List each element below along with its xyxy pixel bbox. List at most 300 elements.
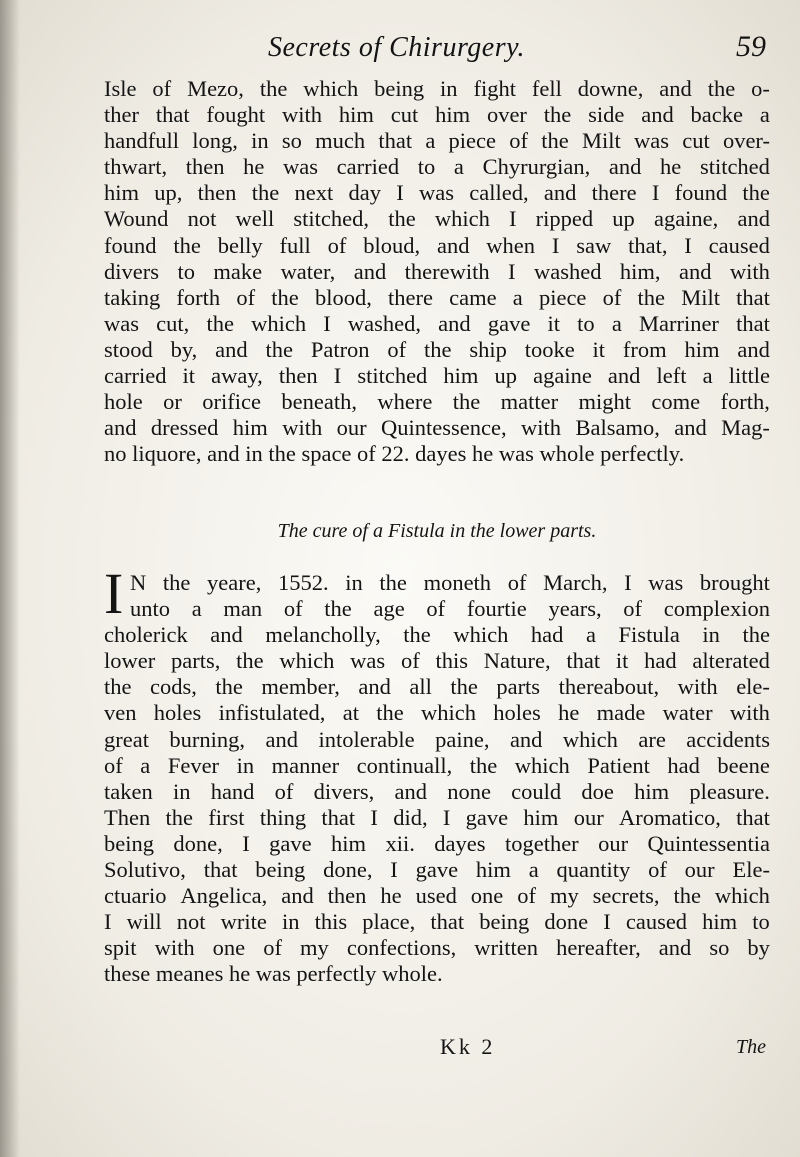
word: fought	[206, 102, 266, 128]
word: age	[373, 596, 405, 622]
text-line	[104, 102, 770, 128]
text-line	[104, 206, 770, 232]
word: with	[282, 415, 323, 441]
word: and	[210, 622, 243, 648]
word: the	[450, 674, 478, 700]
word: and	[543, 180, 577, 206]
word: saw	[576, 232, 612, 258]
word: ship	[469, 336, 507, 362]
word: was	[104, 310, 139, 336]
word: there	[388, 284, 433, 310]
word: to	[417, 154, 436, 180]
word: spit	[104, 935, 137, 961]
word: then	[185, 154, 225, 180]
word: the	[543, 102, 572, 128]
word: up	[612, 206, 635, 232]
word: the	[259, 76, 288, 101]
word: the	[742, 622, 770, 648]
word: continuall,	[356, 752, 453, 778]
word: not	[187, 206, 217, 232]
word: blood,	[314, 284, 372, 310]
word: to	[577, 310, 595, 336]
word: xii.	[385, 830, 415, 856]
word: the	[707, 76, 736, 101]
word: him	[523, 804, 559, 830]
word: alterated	[692, 648, 770, 674]
word: then	[278, 363, 318, 389]
word: it	[592, 336, 606, 362]
word: which	[714, 883, 770, 909]
word: hereafter,	[556, 935, 641, 961]
word: piece	[538, 284, 587, 310]
word: to	[177, 258, 195, 284]
word: a	[585, 622, 596, 648]
word: washed,	[347, 310, 422, 336]
word: write	[220, 909, 267, 935]
word: all	[409, 674, 432, 700]
word: of	[104, 752, 123, 778]
paragraph-fistula	[104, 570, 770, 988]
word: of	[387, 336, 407, 362]
text-line	[104, 674, 770, 700]
word: handfull	[104, 128, 179, 154]
word: Patron	[310, 336, 370, 362]
word: which	[562, 726, 618, 752]
word: Mezo,	[187, 76, 244, 101]
word: carried	[104, 363, 167, 389]
word: cods,	[150, 674, 197, 700]
word: manner	[271, 752, 340, 778]
word: dressed	[150, 415, 219, 441]
word: Quintessence,	[381, 415, 507, 441]
word: confections,	[346, 935, 457, 961]
word: the	[173, 232, 201, 258]
word: I	[624, 570, 632, 595]
word: Angelica,	[180, 883, 268, 909]
word: Fistula	[618, 622, 680, 648]
word: might	[578, 389, 632, 415]
word: Wound	[104, 206, 169, 232]
word: of	[283, 596, 303, 622]
word: unto	[130, 596, 171, 622]
word: in	[440, 76, 458, 101]
word: of	[648, 857, 667, 883]
word: brought	[699, 570, 770, 595]
word: full	[279, 232, 311, 258]
word: that,	[628, 232, 668, 258]
text-line	[104, 180, 770, 206]
running-head: Secrets of Chirurgery.	[268, 32, 526, 63]
section-heading: The cure of a Fistula in the lower parts.	[277, 520, 597, 542]
word: and	[678, 258, 712, 284]
word: backe	[690, 102, 744, 128]
word: day	[348, 180, 381, 206]
word: orifice	[202, 389, 261, 415]
word: secrets,	[592, 883, 660, 909]
word: him	[634, 778, 670, 804]
word: he	[380, 883, 402, 909]
word: done,	[323, 857, 373, 883]
word: had	[644, 648, 677, 674]
word: taking	[104, 284, 161, 310]
text-line	[104, 415, 770, 441]
text-line	[104, 76, 770, 102]
text-line	[104, 128, 770, 154]
word: lower	[104, 648, 156, 674]
word: and	[281, 883, 314, 909]
word: not	[176, 909, 206, 935]
word: our	[598, 830, 629, 856]
text-line	[104, 831, 770, 857]
word: and	[659, 76, 692, 101]
word: a	[453, 154, 464, 180]
word: over-	[722, 128, 770, 154]
word: of	[509, 128, 528, 154]
word: and	[436, 232, 470, 258]
word: was	[283, 154, 319, 180]
word: I	[333, 363, 342, 389]
word: of	[602, 284, 622, 310]
word: ctuario	[104, 883, 167, 909]
word: I	[509, 206, 517, 232]
word: a	[425, 128, 436, 154]
word: I	[323, 310, 331, 336]
word: with	[677, 674, 718, 700]
word: hand	[210, 778, 255, 804]
word: my	[300, 935, 329, 961]
word: was	[633, 128, 669, 154]
word: that	[736, 310, 770, 336]
word: caused	[625, 909, 688, 935]
text-line	[104, 805, 770, 831]
word: cut,	[156, 310, 190, 336]
word: the	[236, 648, 264, 674]
word: left	[656, 363, 687, 389]
word: I	[603, 909, 611, 935]
word: the	[541, 128, 569, 154]
word: and	[674, 415, 707, 441]
word: found	[104, 232, 157, 258]
page-header	[100, 26, 770, 76]
word: I	[551, 232, 560, 258]
word: washed	[533, 258, 602, 284]
word: that	[321, 804, 356, 830]
word: little	[728, 363, 770, 389]
word: taken	[104, 778, 153, 804]
word: a	[528, 857, 539, 883]
word: the	[215, 674, 243, 700]
text-line	[104, 596, 770, 622]
word: gave	[269, 830, 312, 856]
word: together	[504, 830, 579, 856]
word: which	[453, 622, 509, 648]
word: I	[390, 857, 398, 883]
word: and	[215, 336, 248, 362]
word: I	[242, 830, 250, 856]
word: so	[281, 128, 302, 154]
word: member,	[261, 674, 340, 700]
word: cut	[682, 128, 710, 154]
word: stitched	[357, 363, 428, 389]
word: had	[667, 752, 700, 778]
word: in	[172, 778, 191, 804]
word: him	[475, 857, 511, 883]
word: will	[126, 909, 162, 935]
word: the	[742, 180, 770, 206]
word: had	[530, 622, 564, 648]
word: or	[163, 389, 182, 415]
word: of	[327, 232, 347, 258]
word: matter	[500, 389, 559, 415]
word: him,	[619, 258, 661, 284]
word: downe,	[577, 76, 644, 101]
word: 1552.	[278, 570, 329, 595]
word: Marriner	[638, 310, 719, 336]
word: done	[544, 909, 589, 935]
word: the	[324, 596, 352, 622]
word: hole	[104, 389, 143, 415]
word: Aromatico,	[618, 804, 721, 830]
word: caused	[708, 232, 770, 258]
word: and	[641, 102, 674, 128]
word: then	[197, 180, 237, 206]
text-line	[104, 909, 770, 935]
word: it	[547, 310, 560, 336]
word: it	[615, 648, 629, 674]
word: gave	[415, 857, 459, 883]
word: the	[388, 206, 416, 232]
word: accidents	[686, 726, 770, 752]
word: divers	[104, 258, 159, 284]
word: fell	[531, 76, 562, 101]
word: doe	[581, 778, 614, 804]
word: come	[651, 389, 701, 415]
word: called,	[469, 180, 529, 206]
word: made	[596, 700, 646, 726]
word: our	[684, 857, 715, 883]
word: first	[208, 804, 245, 830]
word: the	[403, 622, 431, 648]
text-line	[104, 622, 770, 648]
word: much	[315, 128, 366, 154]
word: ther	[104, 102, 139, 128]
word: the	[251, 180, 280, 206]
word: gave	[487, 310, 531, 336]
word: from	[622, 336, 667, 362]
text-line	[104, 259, 770, 285]
word: complexion	[663, 596, 770, 622]
word: a	[140, 752, 151, 778]
word: which	[279, 648, 335, 674]
word: a	[759, 102, 770, 128]
word: ripped	[535, 206, 594, 232]
word: the	[206, 310, 234, 336]
word: and	[509, 726, 543, 752]
word: done,	[173, 830, 223, 856]
word: being	[374, 76, 425, 101]
word: our	[336, 415, 367, 441]
text-line	[104, 337, 770, 363]
word: being	[255, 857, 306, 883]
catchword: The	[736, 1036, 766, 1058]
word: the	[104, 674, 132, 700]
word: him	[443, 363, 479, 389]
word: forth,	[720, 389, 770, 415]
word: make	[213, 258, 263, 284]
word: of	[236, 284, 256, 310]
signature-mark: Kk 2	[440, 1034, 496, 1059]
word: I	[442, 804, 451, 830]
word: him	[104, 180, 140, 206]
word: the	[673, 883, 701, 909]
word: Isle	[104, 76, 137, 101]
word: of	[263, 935, 282, 961]
word: man	[223, 596, 263, 622]
word: great	[104, 726, 149, 752]
word: he	[558, 700, 580, 726]
word: paine,	[435, 726, 490, 752]
word: the	[265, 336, 293, 362]
text-line	[104, 857, 770, 883]
word: of	[507, 570, 527, 595]
word: Patient	[587, 752, 650, 778]
text-line	[104, 363, 770, 389]
word: and	[607, 363, 641, 389]
word: I	[508, 258, 516, 284]
text-line	[104, 311, 770, 337]
word: that	[378, 128, 413, 154]
word: well	[235, 206, 275, 232]
word: quantity	[556, 857, 631, 883]
word: fourtie	[466, 596, 527, 622]
word: bloud,	[363, 232, 421, 258]
word: the	[165, 804, 194, 830]
word: the	[424, 336, 452, 362]
text-line	[104, 285, 770, 311]
word: forth	[176, 284, 221, 310]
word: I	[104, 909, 112, 935]
word: him	[684, 336, 720, 362]
word: him	[331, 830, 367, 856]
word: in	[345, 570, 363, 595]
word: of	[152, 76, 172, 101]
word: cholerick	[104, 622, 188, 648]
word: which	[434, 206, 490, 232]
word: yeare,	[207, 570, 262, 595]
word: moneth	[423, 570, 492, 595]
word: away,	[211, 363, 263, 389]
word: which	[303, 76, 359, 101]
word: he	[660, 154, 682, 180]
word: one	[212, 935, 246, 961]
paragraph-continuation	[104, 76, 770, 467]
word: ven	[104, 700, 137, 726]
word: of	[426, 596, 446, 622]
word: and	[438, 310, 471, 336]
word: at	[342, 700, 359, 726]
word: in	[251, 128, 269, 154]
word: and	[737, 336, 770, 362]
word: that	[430, 909, 465, 935]
word: my	[549, 883, 579, 909]
word: parts,	[171, 648, 221, 674]
word: a	[191, 596, 202, 622]
text-line	[104, 154, 770, 180]
word: next	[294, 180, 334, 206]
word: thereabout,	[558, 674, 660, 700]
word: was	[648, 570, 684, 595]
word: Milt	[681, 284, 720, 310]
word: Mag-	[721, 415, 770, 441]
word: side	[588, 102, 625, 128]
word: which	[251, 310, 307, 336]
word: one	[470, 883, 504, 909]
word: of	[517, 883, 536, 909]
word: did,	[393, 804, 428, 830]
word: with	[154, 935, 195, 961]
text-line	[104, 233, 770, 259]
word: Quintessentia	[647, 830, 770, 856]
word: then	[327, 883, 367, 909]
text-line	[104, 700, 770, 726]
word: found	[674, 180, 728, 206]
word: holes	[493, 700, 541, 726]
text-line	[104, 753, 770, 779]
text-line	[104, 648, 770, 674]
word: dayes	[434, 830, 486, 856]
word: up	[494, 363, 518, 389]
word: so	[709, 935, 730, 961]
word: could	[511, 778, 562, 804]
word: againe	[533, 363, 592, 389]
word: that	[736, 284, 770, 310]
word: him	[232, 415, 268, 441]
word: a	[611, 310, 622, 336]
word: piece	[448, 128, 497, 154]
word: him	[435, 102, 471, 128]
word: carried	[336, 154, 400, 180]
word: melancholly,	[265, 622, 381, 648]
word: a	[512, 284, 523, 310]
word: this	[314, 909, 348, 935]
word: cut	[390, 102, 419, 128]
word: the	[376, 700, 404, 726]
word: the	[452, 389, 481, 415]
word: which	[421, 700, 477, 726]
word: in	[281, 909, 300, 935]
word: in	[236, 752, 255, 778]
word: Solutivo,	[104, 857, 186, 883]
word: it	[182, 363, 196, 389]
word: with	[729, 258, 770, 284]
text-line: these meanes he was perfectly whole.	[104, 961, 443, 987]
word: I	[684, 232, 692, 258]
word: when	[486, 232, 536, 258]
text-line	[104, 883, 770, 909]
word: years,	[548, 596, 602, 622]
text-line	[104, 779, 770, 805]
word: Fever	[167, 752, 220, 778]
word: intolerable	[318, 726, 415, 752]
word: stood	[104, 336, 153, 362]
word: and	[358, 674, 391, 700]
word: the	[379, 570, 407, 595]
word: therewith	[404, 258, 490, 284]
word: burning,	[169, 726, 246, 752]
word: March,	[543, 570, 608, 595]
text-line	[104, 727, 770, 753]
text-line	[104, 389, 770, 415]
